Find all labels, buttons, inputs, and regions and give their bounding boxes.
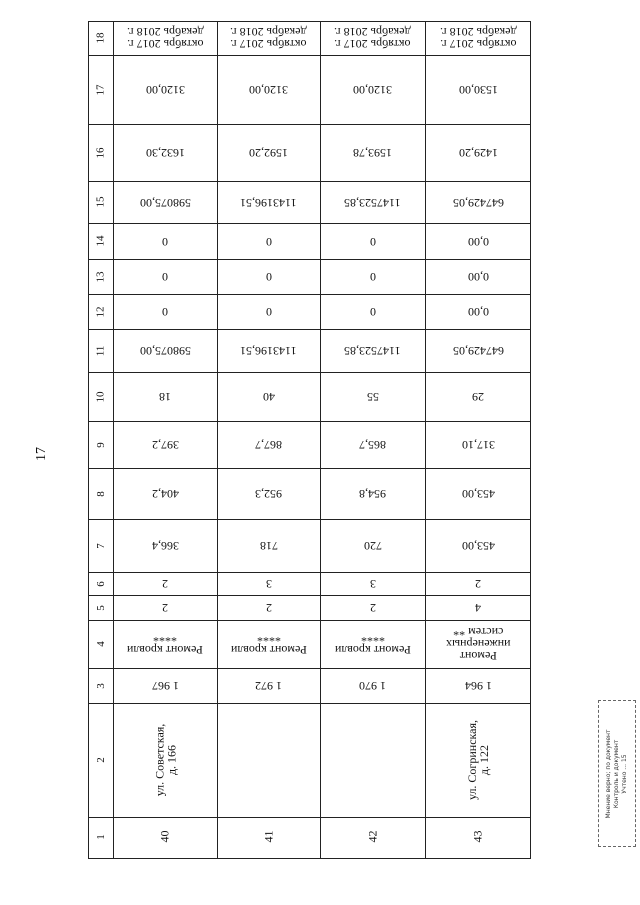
table-cell-c11: 647429,05: [452, 344, 504, 358]
table-cell-c9: 867,7: [255, 438, 282, 452]
table-cell-c18-line: декабрь 2018 г.: [126, 25, 204, 39]
table-cell-c10: 40: [262, 390, 275, 404]
table-cell-n: 40: [157, 830, 172, 843]
table-cell-c18-line: декабрь 2018 г.: [334, 25, 411, 39]
table-cell-c16: 1593,78: [353, 146, 392, 160]
table-cell-c9: 317,10: [461, 438, 495, 452]
column-number: 6: [94, 580, 107, 587]
table-cell-c7: 720: [363, 539, 382, 553]
table-cell-address-line: д. 166: [163, 744, 178, 776]
stamp-line: Контроль и документ: [613, 739, 620, 808]
table-cell-c8: 404,2: [151, 487, 179, 501]
table-cell-c17: 3120,00: [353, 83, 392, 97]
table-cell-c18-line: декабрь 2018 г.: [439, 25, 517, 39]
table-cell-c12: 0: [162, 305, 168, 319]
table-cell-c12: 0,00: [467, 305, 489, 319]
table-cell-c15: 598075,00: [139, 195, 191, 210]
table-cell-c18-line: октябрь 2017 г.: [126, 37, 204, 51]
column-number: 18: [94, 32, 107, 44]
table-cell-address: [320, 703, 425, 817]
table-cell-c7: 366,4: [151, 539, 179, 553]
table-cell-work-line: систем **: [452, 625, 504, 639]
table-cell-c8: 453,00: [461, 487, 495, 501]
table-cell-c14: 0: [162, 234, 168, 249]
table-cell-c7: 718: [259, 539, 278, 553]
table-cell-work-line: ****: [360, 631, 385, 645]
table-cell-c15: 1143196,51: [240, 195, 297, 210]
table-cell-c9: 397,2: [151, 438, 179, 452]
table-cell-c7: 453,00: [461, 539, 495, 553]
table-cell-c9: 865,7: [359, 438, 386, 452]
table-cell-c5: 2: [369, 601, 376, 615]
stamp-line: Учтено ... 15: [621, 753, 628, 794]
table-cell-c14: 0,00: [467, 234, 489, 249]
table-cell-c6: 2: [162, 577, 168, 591]
table-cell-work: [113, 620, 217, 668]
column-number: 10: [94, 391, 107, 402]
table-cell-address-line: ул. Согринская,: [465, 719, 479, 801]
stamp-text: [605, 729, 629, 818]
table-cell-c13: 0: [265, 270, 272, 284]
table-cell-c13: 0: [162, 270, 168, 284]
table-cell-work-line: ****: [153, 631, 177, 645]
table-cell-work: [217, 620, 320, 668]
column-number: 13: [94, 271, 107, 282]
table-cell-c12: 0: [265, 305, 272, 319]
table-cell-c10: 18: [159, 390, 171, 404]
table-cell-c16: 1429,20: [458, 146, 498, 160]
table-cell-c10: 55: [366, 390, 379, 404]
table-cell-year: 1 970: [359, 679, 386, 693]
table-cell-work-line: ****: [256, 631, 281, 645]
table-cell-c14: 0: [265, 234, 272, 249]
stamp-line: Мнение верно; по документ: [605, 729, 612, 818]
data-table: [88, 21, 531, 859]
table-cell-address: [425, 703, 531, 817]
table-cell-c11: 598075,00: [139, 344, 191, 358]
column-number: 9: [94, 441, 107, 448]
table-cell-year: 1 964: [464, 679, 492, 693]
table-cell-address: [217, 703, 320, 817]
table-cell-c8: 952,3: [255, 487, 282, 501]
column-number: 12: [94, 306, 107, 317]
column-number: 11: [94, 345, 107, 356]
table-cell-c18: [425, 21, 531, 55]
column-number: 5: [94, 604, 107, 611]
table-cell-c5: 2: [265, 601, 272, 615]
table-cell-c8: 954,8: [359, 487, 386, 501]
table-cell-work-line: Ремонт: [459, 649, 497, 663]
column-number: 2: [94, 757, 107, 763]
table-cell-c18: [217, 21, 320, 55]
table-cell-work: [320, 620, 425, 668]
table-cell-work-line: Ремонт кровли: [334, 643, 411, 657]
table-cell-n: 43: [470, 830, 485, 843]
table-cell-c13: 0: [369, 270, 376, 284]
column-number: 15: [94, 196, 107, 208]
table-cell-c5: 4: [475, 601, 481, 615]
table-cell-year: 1 972: [255, 679, 282, 693]
table-cell-c17: 1530,00: [458, 83, 498, 97]
column-number: 7: [94, 542, 107, 549]
table-cell-c6: 2: [475, 577, 481, 591]
table-cell-c17: 3120,00: [145, 83, 185, 97]
table-cell-c11: 1147523,85: [344, 344, 401, 358]
table-cell-c14: 0: [369, 234, 376, 249]
table-cell-work: [425, 620, 531, 668]
stamp: [598, 700, 636, 847]
table-cell-c17: 3120,00: [249, 83, 288, 97]
column-number: 8: [94, 490, 107, 497]
table-cell-address-line: ул. Советская,: [151, 723, 166, 797]
table-cell-c18-line: декабрь 2018 г.: [230, 25, 307, 39]
table-cell-c18: [113, 21, 217, 55]
column-number: 1: [94, 833, 107, 840]
table-cell-c12: 0: [369, 305, 376, 319]
table-cell-c18-line: октябрь 2017 г.: [439, 37, 517, 51]
table-cell-c16: 1592,20: [249, 146, 288, 160]
table-cell-address-line: д. 122: [477, 744, 491, 776]
table-cell-work-line: инженерных: [445, 637, 511, 651]
column-number: 3: [94, 682, 107, 689]
table-cell-c18: [320, 21, 425, 55]
table-cell-address: [113, 703, 217, 817]
page-number: 17: [34, 447, 49, 461]
table-cell-c15: 1147523,85: [344, 195, 401, 210]
table-cell-year: 1 967: [151, 679, 179, 693]
column-number: 17: [94, 84, 107, 95]
table-cell-c15: 647429,05: [452, 195, 504, 210]
table-cell-n: 42: [365, 830, 379, 843]
table-cell-n: 41: [261, 830, 275, 843]
column-number: 14: [94, 235, 107, 247]
column-number: 16: [94, 147, 107, 158]
table-cell-c5: 2: [162, 601, 168, 615]
column-number: 4: [94, 641, 107, 647]
table-cell-work-line: Ремонт кровли: [230, 643, 307, 657]
table-cell-c13: 0,00: [467, 270, 489, 284]
table-cell-c16: 1632,30: [145, 146, 185, 160]
table-cell-c10: 29: [472, 390, 484, 404]
table-cell-c18-line: октябрь 2017 г.: [230, 37, 307, 51]
table-cell-work-line: Ремонт кровли: [127, 643, 203, 657]
table-cell-c6: 3: [369, 577, 376, 591]
table-cell-c18-line: октябрь 2017 г.: [334, 37, 411, 51]
table-cell-c11: 1143196,51: [240, 344, 297, 358]
table-cell-c6: 3: [265, 577, 272, 591]
